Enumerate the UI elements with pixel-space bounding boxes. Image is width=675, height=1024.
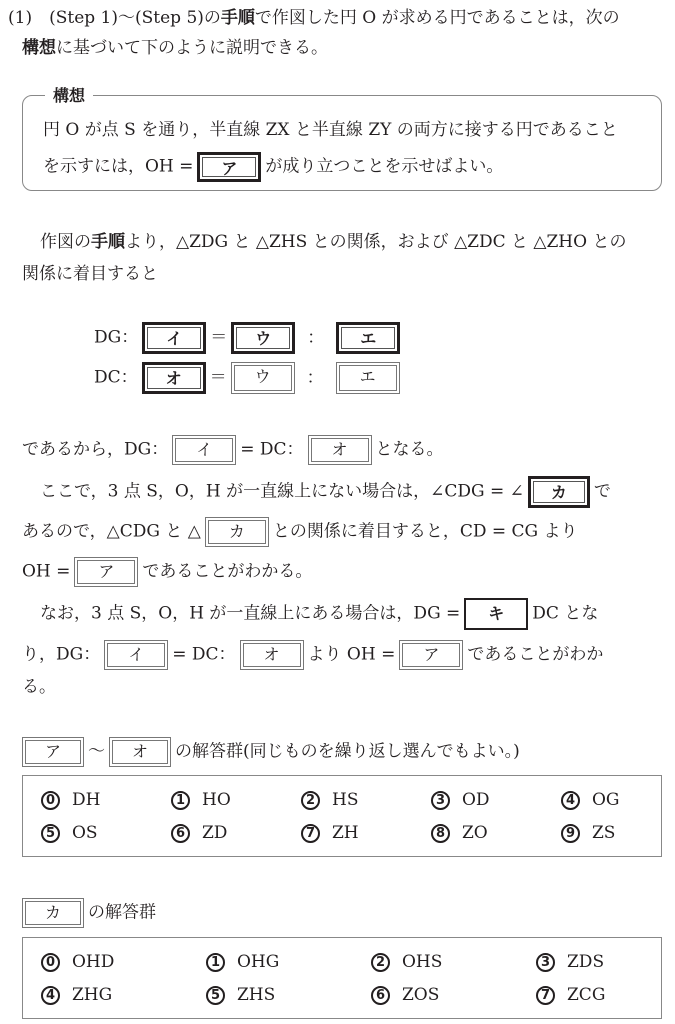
choice-group-2 bbox=[22, 937, 662, 1019]
choice-item[interactable] bbox=[536, 950, 604, 974]
answer-box-e-ref bbox=[336, 362, 400, 394]
answer-box-ki[interactable] bbox=[464, 598, 528, 630]
choice-label: ZH bbox=[332, 823, 359, 843]
circled-number-icon: 7 bbox=[301, 824, 320, 843]
para-text: となる。 bbox=[375, 439, 444, 460]
kousou-line-2 bbox=[43, 152, 503, 182]
circled-number-icon: 9 bbox=[561, 824, 580, 843]
box-label: ア bbox=[77, 560, 135, 584]
choice-label: ZS bbox=[592, 823, 616, 843]
para2-line-1 bbox=[22, 435, 444, 465]
equals-sign: ＝ bbox=[209, 367, 227, 388]
tilde: ～ bbox=[88, 741, 105, 762]
para-text: OH = bbox=[22, 561, 71, 582]
para2-line-4 bbox=[22, 557, 312, 587]
para-text: で bbox=[593, 481, 611, 502]
para-text: = DC： bbox=[172, 644, 236, 665]
choice-label: OHD bbox=[72, 952, 115, 972]
intro-line-2 bbox=[22, 36, 328, 60]
box-label: ア bbox=[202, 157, 256, 177]
ref-box-a bbox=[399, 640, 463, 670]
choice-group-1 bbox=[22, 775, 662, 857]
choice-item[interactable] bbox=[41, 983, 112, 1007]
box-label: イ bbox=[175, 438, 233, 462]
choice-label: DH bbox=[72, 790, 101, 810]
circled-number-icon: 5 bbox=[41, 824, 60, 843]
keyword-tejun: 手順 bbox=[91, 232, 125, 252]
answer-box-u-ref bbox=[231, 362, 295, 394]
choice-item[interactable] bbox=[371, 950, 442, 974]
intro-text: (1) (Step 1)～(Step 5)の bbox=[8, 8, 221, 28]
answer-box-e[interactable] bbox=[336, 322, 400, 354]
box-label: ウ bbox=[234, 365, 292, 391]
choice-label: OG bbox=[592, 790, 620, 810]
choice-label: ZO bbox=[462, 823, 488, 843]
para-text: より，△ZDG と △ZHS との関係，および △ZDC と △ZHO との bbox=[125, 232, 627, 252]
choice-label: ZHG bbox=[72, 985, 113, 1005]
para2-line-2 bbox=[40, 476, 611, 508]
ref-box-o bbox=[109, 737, 171, 767]
para2-line-6 bbox=[22, 640, 603, 670]
box-label: カ bbox=[208, 520, 266, 544]
answer-box-ka[interactable] bbox=[528, 476, 590, 508]
choice-label: ZCG bbox=[567, 985, 606, 1005]
para2-line-5 bbox=[40, 598, 598, 630]
box-label: イ bbox=[107, 643, 165, 667]
choice-item[interactable] bbox=[171, 821, 227, 845]
group1-caption bbox=[22, 737, 520, 767]
kousou-text: が成り立つことを示せばよい。 bbox=[265, 156, 504, 177]
choice-label: ZD bbox=[202, 823, 228, 843]
intro-line-1 bbox=[8, 6, 620, 30]
choice-item[interactable] bbox=[41, 788, 100, 812]
ref-box-a bbox=[74, 557, 138, 587]
box-label: エ bbox=[341, 327, 395, 349]
box-label: オ bbox=[147, 367, 201, 389]
choice-item[interactable] bbox=[536, 983, 605, 1007]
para-text: り，DG： bbox=[22, 644, 101, 665]
choice-item[interactable] bbox=[301, 788, 358, 812]
para-text: あるので，△CDG と △ bbox=[22, 521, 201, 542]
circled-number-icon: 3 bbox=[536, 953, 555, 972]
box-label: ウ bbox=[236, 327, 290, 349]
circled-number-icon: 0 bbox=[41, 953, 60, 972]
choice-label: OD bbox=[462, 790, 490, 810]
colon-sign: ： bbox=[307, 327, 325, 348]
answer-box-a[interactable] bbox=[197, 152, 261, 182]
box-label: イ bbox=[147, 327, 201, 349]
circled-number-icon: 2 bbox=[301, 791, 320, 810]
choice-item[interactable] bbox=[431, 821, 488, 845]
kousou-title: 構想 bbox=[45, 83, 93, 106]
box-label: オ bbox=[112, 740, 168, 764]
choice-label: OHG bbox=[237, 952, 280, 972]
para1-line-1 bbox=[40, 230, 626, 254]
box-label: オ bbox=[243, 643, 301, 667]
choice-item[interactable] bbox=[206, 983, 275, 1007]
choice-item[interactable] bbox=[561, 821, 615, 845]
choice-item[interactable] bbox=[371, 983, 439, 1007]
choice-item[interactable] bbox=[561, 788, 620, 812]
group2-caption bbox=[22, 898, 156, 928]
para2-line-7: る。 bbox=[22, 677, 56, 697]
eq-label: DC： bbox=[94, 367, 138, 388]
choice-label: ZOS bbox=[402, 985, 440, 1005]
choice-item[interactable] bbox=[41, 821, 98, 845]
box-label: オ bbox=[311, 438, 369, 462]
para-text: DC とな bbox=[532, 603, 599, 624]
ref-box-ka bbox=[22, 898, 84, 928]
equation-row-dc bbox=[94, 362, 404, 394]
para-text: との関係に着目すると，CD = CG より bbox=[272, 521, 578, 542]
ref-box-o bbox=[240, 640, 304, 670]
para-text: であることがわか bbox=[467, 644, 604, 665]
para1-line-2: 関係に着目すると bbox=[22, 264, 158, 284]
ref-box-ka bbox=[205, 517, 269, 547]
colon-sign: ： bbox=[306, 367, 324, 388]
circled-number-icon: 6 bbox=[171, 824, 190, 843]
para-text: 作図の bbox=[40, 232, 91, 252]
choice-label: OHS bbox=[402, 952, 443, 972]
box-label: ア bbox=[25, 740, 81, 764]
para-text: = DC： bbox=[240, 439, 304, 460]
para-text: であることがわかる。 bbox=[142, 561, 313, 582]
box-label: ア bbox=[402, 643, 460, 667]
circled-number-icon: 6 bbox=[371, 986, 390, 1005]
circled-number-icon: 3 bbox=[431, 791, 450, 810]
circled-number-icon: 7 bbox=[536, 986, 555, 1005]
box-label: カ bbox=[533, 481, 585, 503]
kousou-box bbox=[22, 86, 662, 191]
choice-item[interactable] bbox=[171, 788, 231, 812]
para-text: ここで，3 点 S，O，H が一直線上にない場合は，∠CDG = ∠ bbox=[40, 481, 524, 502]
circled-number-icon: 8 bbox=[431, 824, 450, 843]
caption-text: の解答群(同じものを繰り返し選んでもよい。) bbox=[175, 741, 520, 762]
kousou-text: を示すには，OH = bbox=[43, 156, 194, 177]
circled-number-icon: 2 bbox=[371, 953, 390, 972]
para-text: であるから，DG： bbox=[22, 439, 169, 460]
intro-text: で作図した円 O が求める円であることは，次の bbox=[254, 8, 620, 28]
keyword-tejun: 手順 bbox=[220, 8, 255, 28]
choice-label: HO bbox=[202, 790, 231, 810]
choice-item[interactable] bbox=[206, 950, 279, 974]
circled-number-icon: 4 bbox=[561, 791, 580, 810]
circled-number-icon: 1 bbox=[171, 791, 190, 810]
ref-box-o bbox=[308, 435, 372, 465]
eq-label: DG： bbox=[94, 327, 139, 348]
choice-label: ZDS bbox=[567, 952, 605, 972]
ref-box-i bbox=[172, 435, 236, 465]
choice-item[interactable] bbox=[431, 788, 490, 812]
choice-item[interactable] bbox=[301, 821, 359, 845]
answer-box-o[interactable] bbox=[142, 362, 206, 394]
equation-row-dg bbox=[94, 322, 404, 354]
choice-label: HS bbox=[332, 790, 359, 810]
para-text: なお，3 点 S，O，H が一直線上にある場合は，DG = bbox=[40, 603, 461, 624]
choice-item[interactable] bbox=[41, 950, 114, 974]
box-label: キ bbox=[488, 604, 505, 623]
keyword-kousou: 構想 bbox=[22, 38, 56, 58]
box-label: エ bbox=[339, 365, 397, 391]
circled-number-icon: 5 bbox=[206, 986, 225, 1005]
choice-label: OS bbox=[72, 823, 98, 843]
intro-text: に基づいて下のように説明できる。 bbox=[56, 38, 328, 58]
circled-number-icon: 4 bbox=[41, 986, 60, 1005]
equals-sign: ＝ bbox=[210, 327, 228, 348]
para2-line-3 bbox=[22, 517, 578, 547]
circled-number-icon: 1 bbox=[206, 953, 225, 972]
caption-text: の解答群 bbox=[88, 902, 156, 923]
choice-label: ZHS bbox=[237, 985, 276, 1005]
ref-box-a bbox=[22, 737, 84, 767]
para-text: より OH = bbox=[307, 644, 396, 665]
answer-box-i[interactable] bbox=[142, 322, 206, 354]
answer-box-u[interactable] bbox=[231, 322, 295, 354]
circled-number-icon: 0 bbox=[41, 791, 60, 810]
box-label: カ bbox=[25, 901, 81, 925]
kousou-line-1: 円 O が点 S を通り，半直線 ZX と半直線 ZY の両方に接する円であること bbox=[43, 120, 618, 140]
ref-box-i bbox=[104, 640, 168, 670]
